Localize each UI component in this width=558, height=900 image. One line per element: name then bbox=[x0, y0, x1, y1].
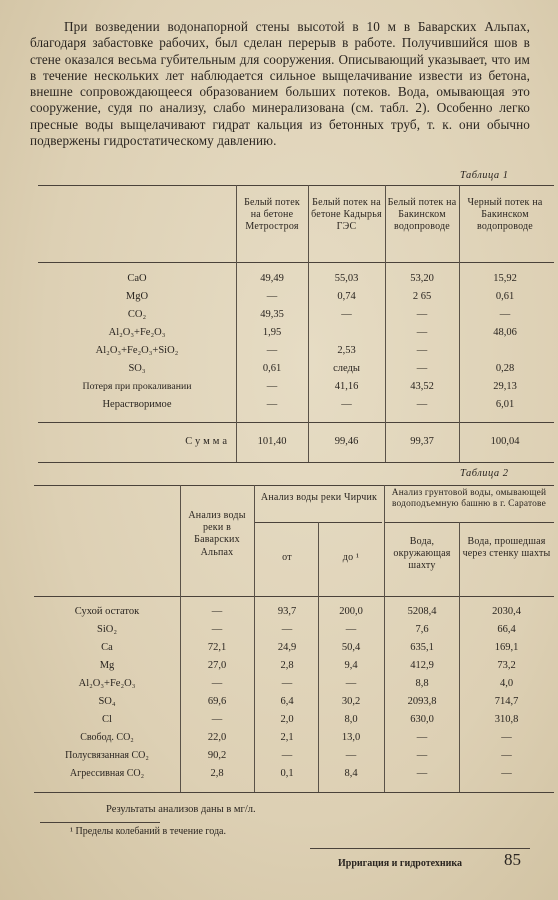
table1-top-rule bbox=[38, 185, 554, 186]
table2-header-chirchik-to: до ¹ bbox=[342, 552, 360, 563]
table1-cell: 49,35 bbox=[260, 309, 284, 320]
table2-cell: 0,1 bbox=[280, 768, 294, 779]
table2-row-label: SO₄ bbox=[98, 696, 116, 707]
table2-cell: — bbox=[211, 678, 223, 689]
table2-cell: — bbox=[501, 732, 512, 743]
table2-header-chirchik-from: от bbox=[282, 552, 292, 563]
table1-row-label: MgO bbox=[125, 291, 149, 302]
table2-cell: 50,4 bbox=[341, 642, 361, 653]
table2-cell: — bbox=[501, 768, 512, 779]
table1-cell: 2,53 bbox=[337, 345, 356, 356]
page-number: 85 bbox=[504, 850, 521, 869]
table2-cell: — bbox=[345, 624, 357, 635]
table2-cell: 2,8 bbox=[280, 660, 294, 671]
table2-col-divider bbox=[459, 522, 460, 792]
table2-cell: 8,4 bbox=[344, 768, 358, 779]
table1-cell: — bbox=[266, 291, 278, 302]
table2-header-ground-through: Вода, прошедшая через стенку шахты bbox=[462, 536, 551, 560]
table2-cell: 22,0 bbox=[207, 732, 227, 743]
table2-cell: — bbox=[416, 750, 428, 761]
table2-cell: — bbox=[416, 768, 428, 779]
table2-bottom-rule bbox=[34, 792, 554, 793]
table1-cell: следы bbox=[333, 363, 360, 374]
table2-cell: — bbox=[281, 624, 293, 635]
table2-cell: — bbox=[211, 714, 223, 725]
table2-row-label: SiO₂ bbox=[96, 624, 117, 635]
table2-cell: — bbox=[345, 750, 357, 761]
table1-header-rule bbox=[38, 262, 554, 263]
table2-col-divider bbox=[384, 485, 385, 792]
table2-cell: 4,0 bbox=[499, 678, 514, 689]
table1-cell: 0,74 bbox=[337, 291, 356, 302]
table1-cell: 1,95 bbox=[262, 327, 282, 338]
table1-cell: 53,20 bbox=[410, 273, 434, 284]
table2-col-divider bbox=[318, 522, 319, 792]
table2-cell: 2030,4 bbox=[492, 606, 521, 617]
table2-header-chirchik: Анализ воды реки Чирчик bbox=[260, 492, 378, 503]
table2-col-divider bbox=[180, 485, 181, 792]
table2-row-label: Mg bbox=[99, 660, 115, 671]
table2-row-label: Свобод. CO₂ bbox=[80, 732, 134, 743]
table2-cell: 7,6 bbox=[415, 624, 429, 635]
table1-header-metro: Белый потек на бетоне Метростроя bbox=[244, 197, 300, 233]
table2-header-ground-around: Вода, окружающая шахту bbox=[393, 536, 451, 572]
table2-row-label: Сухой остаток bbox=[74, 606, 140, 617]
table1-cell: — bbox=[341, 399, 352, 410]
table2-subheader-rule bbox=[384, 522, 554, 523]
table2-cell: 714,7 bbox=[494, 696, 519, 707]
table1-cell: 0,61 bbox=[262, 363, 282, 374]
table1-cell: 49,49 bbox=[260, 273, 284, 284]
table1-header-kadyrya: Белый потек на бетоне Кадырья ГЭС bbox=[311, 197, 382, 233]
table2-header-river: Анализ воды реки в Баварских Альпах bbox=[188, 510, 246, 558]
table1-cell: 48,06 bbox=[493, 327, 517, 338]
table1-cell: 0,61 bbox=[495, 291, 515, 302]
table2-cell: — bbox=[501, 750, 512, 761]
table2-header-rule bbox=[34, 596, 554, 597]
table2-row-label: Агрессивная CO₂ bbox=[69, 768, 145, 779]
table1-cell: 0,28 bbox=[495, 363, 515, 374]
table2-note: Результаты анализов даны в мг/л. bbox=[106, 804, 256, 815]
table1-header-baku-black: Черный потек на Бакинском водопроводе bbox=[467, 197, 543, 233]
table1-caption: Таблица 1 bbox=[460, 170, 509, 181]
table1-cell: — bbox=[266, 345, 278, 356]
table1-sum-cell: 99,37 bbox=[410, 436, 434, 447]
table2-cell: 2,1 bbox=[280, 732, 294, 743]
table1-cell: — bbox=[416, 399, 428, 410]
table1-row-label: CO₂ bbox=[127, 309, 147, 320]
footnote-rule bbox=[40, 822, 160, 823]
table2-cell: — bbox=[211, 624, 223, 635]
table1-cell: — bbox=[416, 309, 428, 320]
table2-cell: 412,9 bbox=[410, 660, 434, 671]
table2-row-label: Al₂O₃+Fe₂O₃ bbox=[78, 678, 136, 689]
table1-cell: 43,52 bbox=[410, 381, 434, 392]
table1-cell: 29,13 bbox=[493, 381, 517, 392]
table1-cell: — bbox=[416, 327, 428, 338]
table2-cell: 2,8 bbox=[210, 768, 224, 779]
table1-cell: — bbox=[416, 363, 428, 374]
table2-cell: 2,0 bbox=[280, 714, 294, 725]
table2-cell: — bbox=[281, 678, 293, 689]
table2-cell: 93,7 bbox=[277, 606, 297, 617]
table1-bottom-rule bbox=[38, 462, 554, 463]
table2-cell: 8,8 bbox=[415, 678, 429, 689]
table2-cell: 9,4 bbox=[344, 660, 358, 671]
footnote: ¹ Пределы колебаний в течение года. bbox=[70, 826, 226, 837]
table2-cell: 6,4 bbox=[280, 696, 294, 707]
table2-cell: 72,1 bbox=[207, 642, 227, 653]
table1-sum-cell: 99,46 bbox=[334, 436, 359, 447]
table1-sum-cell: 100,04 bbox=[490, 436, 520, 447]
footer-rule bbox=[310, 848, 530, 849]
table1-cell: 6,01 bbox=[495, 399, 515, 410]
table2-cell: 13,0 bbox=[341, 732, 361, 743]
table2-row-label: Полусвязанная CO₂ bbox=[65, 750, 149, 761]
table1-sum-rule bbox=[38, 422, 554, 423]
table1-cell: 15,92 bbox=[493, 273, 517, 284]
table2-cell: 69,6 bbox=[207, 696, 227, 707]
table1-sum-cell: 101,40 bbox=[257, 436, 287, 447]
table2-cell: — bbox=[281, 750, 293, 761]
table1-col-divider bbox=[459, 185, 460, 462]
table1-cell: — bbox=[341, 309, 352, 320]
table2-cell: 635,1 bbox=[410, 642, 434, 653]
table1-cell: 55,03 bbox=[334, 273, 359, 284]
table2-top-rule bbox=[34, 485, 554, 486]
table1-row-label: CaO bbox=[127, 273, 147, 284]
table2-cell: 630,0 bbox=[410, 714, 434, 725]
table2-cell: 8,0 bbox=[344, 714, 358, 725]
table1-row-label: SO₃ bbox=[128, 363, 146, 374]
table2-cell: 66,4 bbox=[497, 624, 516, 635]
table1-row-label: Al₂O₃+Fe₂O₃+SiO₂ bbox=[95, 345, 179, 356]
table2-cell: 27,0 bbox=[207, 660, 227, 671]
table1-cell: — bbox=[266, 399, 278, 410]
table2-cell: — bbox=[211, 606, 223, 617]
table2-cell: — bbox=[345, 678, 357, 689]
table2-cell: 24,9 bbox=[277, 642, 297, 653]
table2-cell: 5208,4 bbox=[407, 606, 437, 617]
table1-cell: 2 65 bbox=[412, 291, 432, 302]
table2-header-ground: Анализ грунтовой воды, омывающей водоподъемную башню в г. Саратове bbox=[391, 488, 547, 509]
table2-cell: 310,8 bbox=[494, 714, 519, 725]
table2-cell: 2093,8 bbox=[407, 696, 437, 707]
intro-paragraph: При возведении водонапорной стены высотой в 10 м в Баварских Альпах, благодаря забастовке рабочих, был сделан перерыв в работе. Получившийся шов в стене оказался весьма губительным для сооружения. Описывающий указывает, что им в течение нескольких лет наблюдается сильное выщелачивание извести из бетона, внешне сопровождающееся образованием больших потеков. Вода, омывающая это сооружение, судя по анализу, слабо минерализована (см. табл. 2). Особенно легко пресные воды выщелачивают гидрат кальция из бетонных труб, т. к. они обычно подвержены гидростатическому давлению. bbox=[30, 19, 530, 149]
table2-row-label: Cl bbox=[102, 714, 112, 725]
table1-col-divider bbox=[236, 185, 237, 462]
table1-row-label: Потеря при прокаливании bbox=[82, 381, 192, 392]
table1-cell: — bbox=[416, 345, 428, 356]
table2-col-divider bbox=[254, 485, 255, 792]
table1-row-label: Al₂O₃+Fe₂O₃ bbox=[108, 327, 166, 338]
table1-cell: — bbox=[499, 309, 511, 320]
table1-header-baku-white: Белый потек на Бакинском водопроводе bbox=[387, 197, 457, 233]
table1-cell: 41,16 bbox=[334, 381, 359, 392]
table1-col-divider bbox=[308, 185, 309, 462]
table2-cell: 200,0 bbox=[339, 606, 363, 617]
section-title: Ирригация и гидротехника bbox=[338, 858, 462, 869]
table2-cell: 169,1 bbox=[494, 642, 519, 653]
table2-cell: 73,2 bbox=[497, 660, 516, 671]
table1-row-label: Нерастворимое bbox=[102, 399, 172, 410]
table2-row-label: Ca bbox=[101, 642, 113, 653]
table2-cell: 90,2 bbox=[207, 750, 227, 761]
table1-sum-label: Сумма bbox=[185, 436, 230, 447]
table1-cell: — bbox=[266, 381, 278, 392]
table1-col-divider bbox=[385, 185, 386, 462]
table2-cell: 30,2 bbox=[341, 696, 361, 707]
table2-cell: — bbox=[416, 732, 428, 743]
table2-caption: Таблица 2 bbox=[460, 468, 509, 479]
